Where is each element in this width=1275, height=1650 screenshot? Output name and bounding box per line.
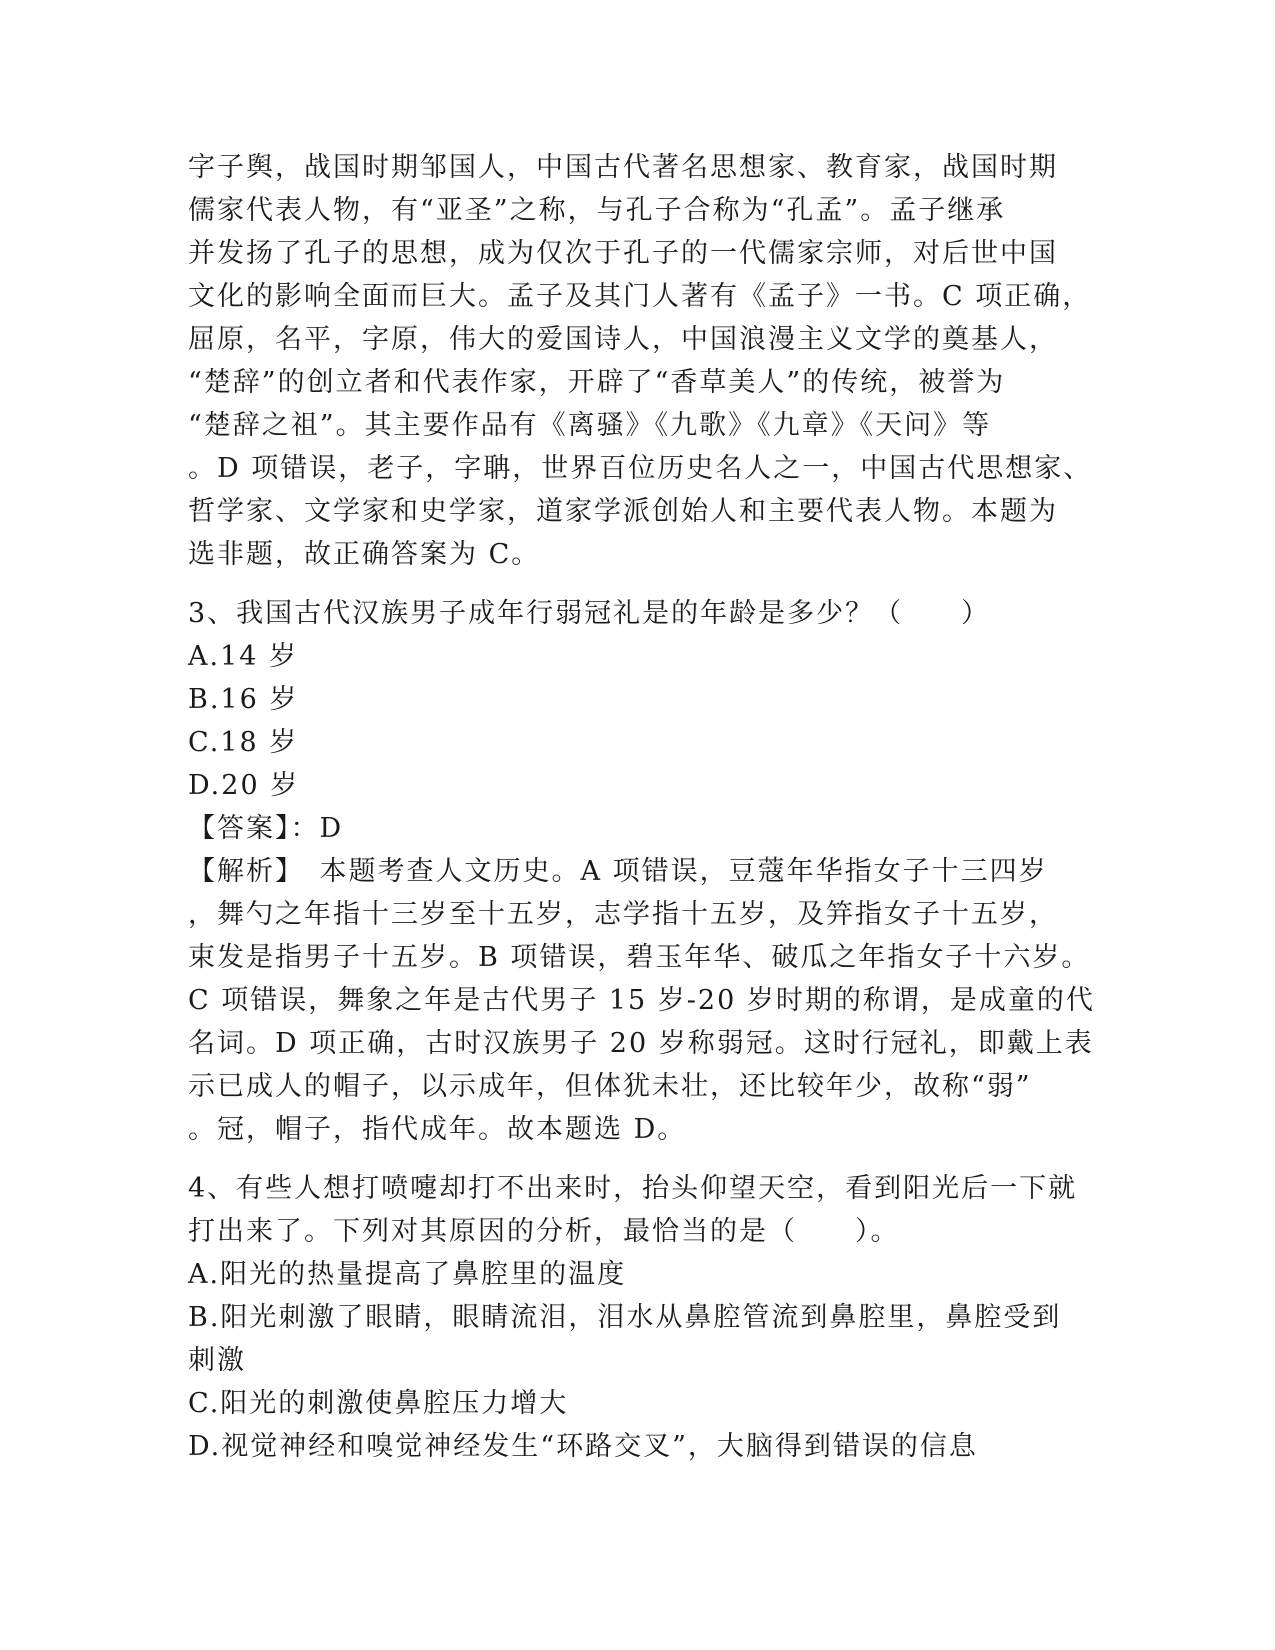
text-line: 。D 项错误，老子，字聃，世界百位历史名人之一，中国古代思想家、 <box>188 453 1093 484</box>
option-b: B.16 岁 <box>188 684 299 715</box>
text-line: “楚辞”的创立者和代表作家，开辟了“香草美人”的传统，被誉为 <box>188 367 1006 398</box>
explanation-line: C 项错误，舞象之年是古代男子 15 岁-20 岁时期的称谓，是成童的代 <box>188 985 1095 1016</box>
explanation-line: ，舞勺之年指十三岁至十五岁，志学指十五岁，及笄指女子十五岁， <box>188 899 1058 930</box>
answer-line: 【答案】：D <box>188 813 344 844</box>
text-line: 屈原，名平，字原，伟大的爱国诗人，中国浪漫主义文学的奠基人， <box>188 324 1058 355</box>
explanation-line: 。冠，帽子，指代成年。故本题选 D。 <box>188 1114 687 1145</box>
option-d: D.视觉神经和嗅觉神经发生“环路交叉”，大脑得到错误的信息 <box>188 1431 978 1462</box>
page-content <box>188 146 1095 1468</box>
question-3 <box>188 592 1095 1151</box>
text-line: 并发扬了孔子的思想，成为仅次于孔子的一代儒家宗师，对后世中国 <box>188 238 1058 269</box>
explanation-line: 名词。D 项正确，古时汉族男子 20 岁称弱冠。这时行冠礼，即戴上表 <box>188 1028 1094 1059</box>
option-c: C.18 岁 <box>188 727 299 758</box>
question-stem: 4、有些人想打喷嚏却打不出来时，抬头仰望天空，看到阳光后一下就 <box>188 1173 1078 1204</box>
text-line: 选非题，故正确答案为 C。 <box>188 539 541 570</box>
question-stem: 3、我国古代汉族男子成年行弱冠礼是的年龄是多少？（ ） <box>188 598 991 629</box>
question-stem: 打出来了。下列对其原因的分析，最恰当的是（ ）。 <box>188 1216 900 1247</box>
text-line: 字子舆，战国时期邹国人，中国古代著名思想家、教育家，战国时期 <box>188 152 1058 183</box>
explanation-line: 【解析】 本题考查人文历史。A 项错误，豆蔻年华指女子十三四岁 <box>188 856 1048 887</box>
explanation-line: 束发是指男子十五岁。B 项错误，碧玉年华、破瓜之年指女子十六岁。 <box>188 942 1091 973</box>
spacer <box>188 1151 1088 1167</box>
option-b: B.阳光刺激了眼睛，眼睛流泪，泪水从鼻腔管流到鼻腔里，鼻腔受到 <box>188 1302 1062 1333</box>
option-c: C.阳光的刺激使鼻腔压力增大 <box>188 1388 569 1419</box>
option-b-continued: 刺激 <box>188 1345 246 1376</box>
question-4 <box>188 1167 1088 1468</box>
option-a: A.14 岁 <box>188 641 299 672</box>
explanation-line: 示已成人的帽子，以示成年，但体犹未壮，还比较年少，故称“弱” <box>188 1071 1032 1102</box>
text-line: “楚辞之祖”。其主要作品有《离骚》《九歌》《九章》《天问》等 <box>188 410 992 441</box>
text-line: 文化的影响全面而巨大。孟子及其门人著有《孟子》一书。C 项正确， <box>188 281 1092 312</box>
spacer <box>188 576 1088 592</box>
explanation-q2 <box>188 146 1093 576</box>
option-a: A.阳光的热量提高了鼻腔里的温度 <box>188 1259 627 1290</box>
text-line: 哲学家、文学家和史学家，道家学派创始人和主要代表人物。本题为 <box>188 496 1058 527</box>
option-d: D.20 岁 <box>188 770 300 801</box>
text-line: 儒家代表人物，有“亚圣”之称，与孔子合称为“孔孟”。孟子继承 <box>188 195 1006 226</box>
